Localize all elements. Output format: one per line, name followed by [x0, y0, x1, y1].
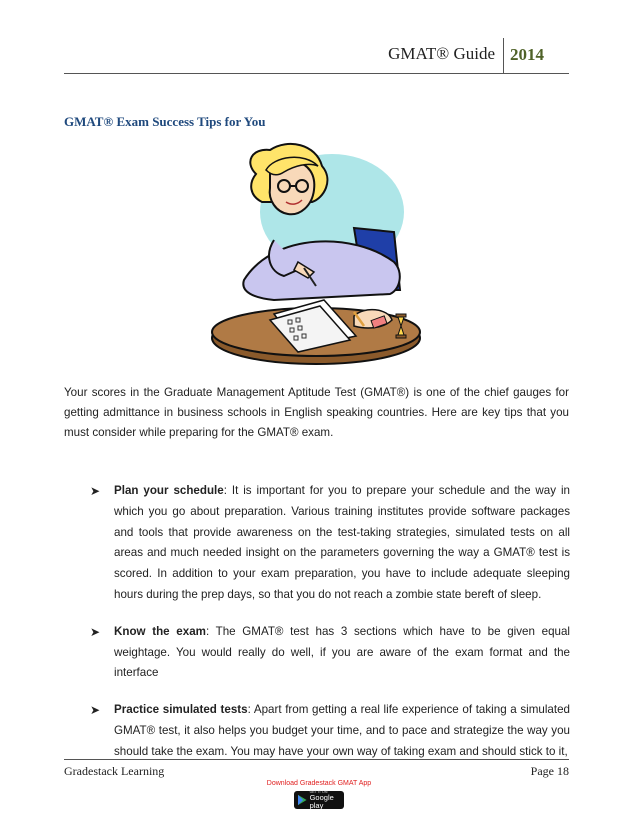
- header-rule: [64, 73, 569, 74]
- tips-list: [90, 481, 570, 779]
- tip-body: : It is important for you to prepare your schedule and the way in which you go about preparation. Various training institutes provide software packages and tools that provide awareness on the test-taking strategies, simulated tests on all areas and much needed insight on the parameters governing the way a GMAT® test is scored. In addition to your exam preparation, you have to include adequate sleeping hours during the prep days, so that you do not reach a zombie state bereft of sleep.: [114, 484, 571, 601]
- page-header: [0, 38, 638, 74]
- badge-small-text: GET IT ON: [309, 789, 328, 794]
- tip-body: : Apart from getting a real life experience of taking a simulated GMAT® test, it also helps you budget your time, and to pace and strategize the way you should take the exam. You may have your own way of taking exam and should stick to it,: [114, 703, 571, 758]
- tip-heading: Plan your schedule: [114, 484, 224, 497]
- footer-publisher: Gradestack Learning: [64, 764, 165, 778]
- arrow-bullet-icon: ➤: [90, 484, 101, 498]
- intro-paragraph: Your scores in the Graduate Management Aptitude Test (GMAT®) is one of the chief gauges for getting admittance in business schools in English speaking countries. Here are key tips that you must consider while preparing for the GMAT® exam.: [64, 386, 569, 439]
- badge-big-text: Google play: [309, 793, 334, 810]
- tip-heading: Practice simulated tests: [114, 703, 248, 717]
- tip-plan-schedule: [90, 481, 570, 606]
- tip-heading: Know the exam: [114, 624, 206, 638]
- header-year: 2014: [510, 45, 544, 64]
- arrow-bullet-icon: ➤: [90, 624, 101, 639]
- header-title: GMAT® Guide: [388, 44, 495, 63]
- download-app-link[interactable]: Download Gradestack GMAT App: [266, 780, 372, 787]
- play-store-icon: [298, 794, 307, 806]
- footer-rule: [64, 759, 569, 760]
- header-divider: [503, 38, 504, 74]
- section-title: GMAT® Exam Success Tips for You: [64, 114, 266, 129]
- tip-practice-tests: [90, 700, 570, 762]
- tip-know-exam: [90, 622, 570, 684]
- student-writing-illustration: [204, 140, 434, 370]
- google-play-badge[interactable]: [294, 791, 344, 809]
- page-number: Page 18: [530, 764, 569, 778]
- tip-body: : The GMAT® test has 3 sections which have to be given equal weightage. You would really do well, if you are aware of the exam format and the interface: [114, 624, 570, 680]
- arrow-bullet-icon: ➤: [90, 703, 101, 718]
